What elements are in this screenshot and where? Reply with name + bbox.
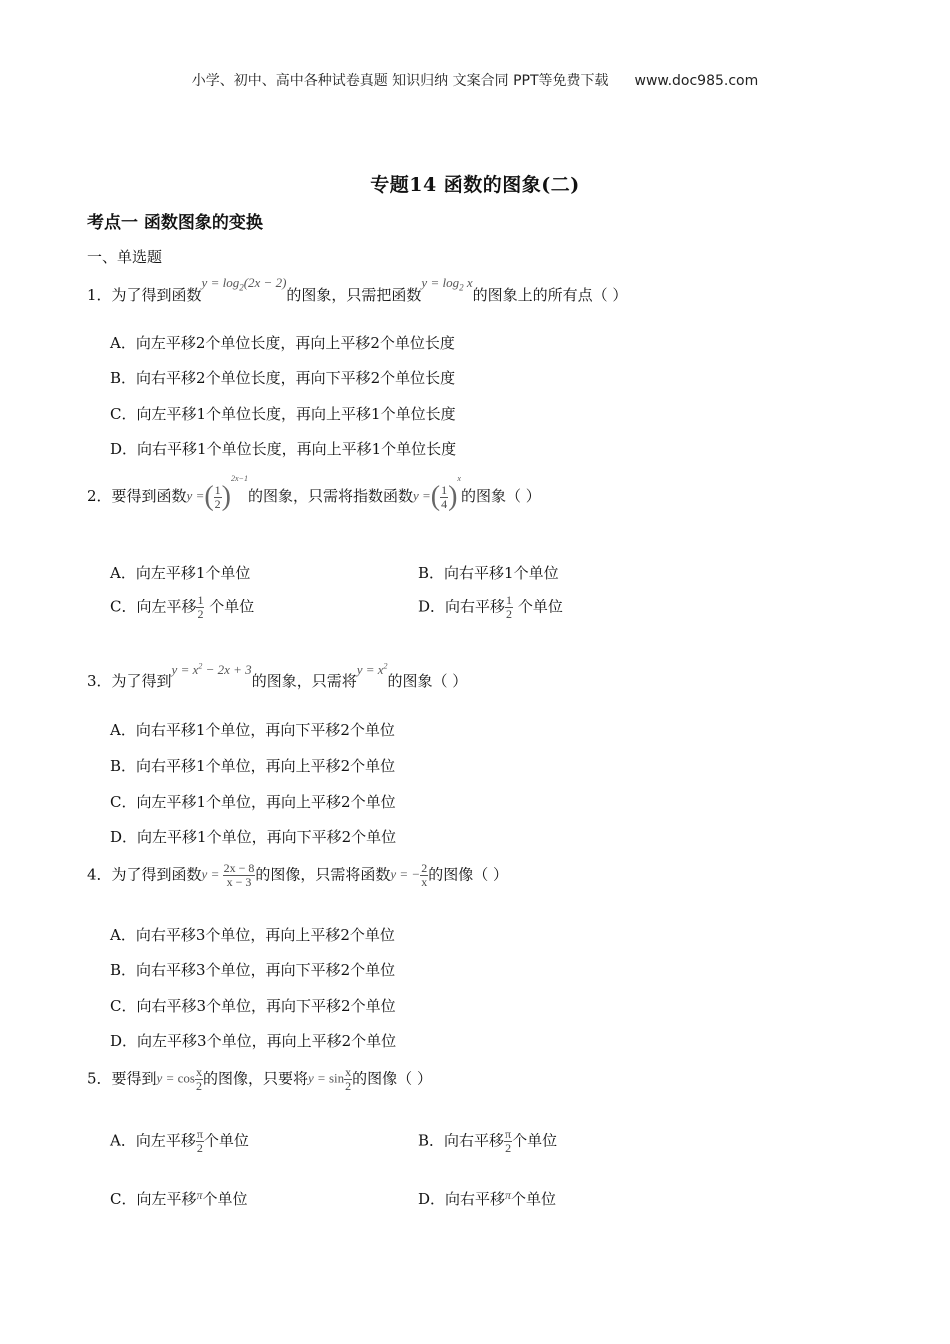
q5-option-a[interactable]: A．向左平移 $\frac{\pi}{2}$ 个单位 [110,1127,249,1155]
q2-option-d[interactable]: D．向右平移 $\frac{1}{2}$ 个单位 [418,593,563,621]
question-3: 3．为了得到$y = x^2 - 2x + 3$的图象，只需将$y = x^2$的图象（ ） [87,661,468,690]
fraction-one-half: $\frac{1}{2}$ [506,593,513,621]
q5-option-b[interactable]: B．向右平移 $\frac{\pi}{2}$ 个单位 [418,1127,558,1155]
formula-rational: y = $\frac{2x - 8}{x - 3}$ [201,861,255,889]
formula-quarter-pow: y =( $\frac{1}{4}$ )$^x$ [412,473,461,512]
question-1: 1．为了得到函数$y = \log_2(2x - 2)$的图象，只需把函数$y = \log_2 x$的图象上的所有点（ ） [87,275,628,304]
symbol-pi: π [505,1187,512,1202]
formula-x-squared: $y = x^2$ [356,661,388,678]
q5-option-c[interactable]: C．向左平移π个单位 [110,1187,248,1208]
formula-quadratic: $y = x^2 - 2x + 3$ [171,661,252,678]
page-title: 专题14 函数的图象(二) [370,174,580,196]
q1-option-b[interactable]: B．向右平移2个单位长度，再向下平移2个单位长度 [110,369,456,387]
q3-option-c[interactable]: C．向左平移1个单位，再向上平移2个单位 [110,793,396,811]
question-2: 2．要得到函数y =( $\frac{1}{2}$ )$^{2x-1}$的图象，只需将指数函数y =( $\frac{1}{4}$ )$^x$的图象（ ） [87,473,541,512]
formula-sin-half-x: y = sin $\frac{x}{2}$ [307,1065,352,1093]
symbol-pi: π [196,1187,203,1202]
q1-option-a[interactable]: A．向左平移2个单位长度，再向上平移2个单位长度 [110,334,455,352]
formula-cos-half-x: y = cos $\frac{x}{2}$ [156,1065,202,1093]
q4-option-c[interactable]: C．向右平移3个单位，再向下平移2个单位 [110,997,396,1015]
q3-option-b[interactable]: B．向右平移1个单位，再向上平移2个单位 [110,757,396,775]
q1-option-d[interactable]: D．向右平移1个单位长度，再向上平移1个单位长度 [110,440,457,458]
question-4: 4．为了得到函数y = $\frac{2x - 8}{x - 3}$ 的图像，只需将函数y = − $\frac{2}{x}$ 的图像（ ） [87,861,508,889]
fraction-one-half: $\frac{1}{2}$ [197,593,204,621]
formula-log2-x: $y = \log_2 x$ [421,275,473,293]
formula-neg-two-over-x: y = − $\frac{2}{x}$ [390,861,428,889]
header-text: 小学、初中、高中各种试卷真题 知识归纳 文案合同 PPT等免费下载 [191,73,609,89]
formula-log2-2x-minus-2: $y = \log_2(2x - 2)$ [201,275,287,293]
q4-option-d[interactable]: D．向左平移3个单位，再向上平移2个单位 [110,1032,397,1050]
formula-half-pow: y =( $\frac{1}{2}$ )$^{2x-1}$ [186,473,248,512]
fraction-pi-over-2: $\frac{\pi}{2}$ [505,1127,512,1155]
q3-option-a[interactable]: A．向右平移1个单位，再向下平移2个单位 [110,721,395,739]
q5-option-d[interactable]: D．向右平移π个单位 [418,1187,557,1208]
page-header [0,70,950,90]
fraction-pi-over-2: $\frac{\pi}{2}$ [196,1127,203,1155]
q4-option-a[interactable]: A．向右平移3个单位，再向上平移2个单位 [110,926,395,944]
q2-option-a[interactable]: A．向左平移1个单位 [110,564,251,582]
subsection-heading: 一、单选题 [87,248,163,266]
section-heading: 考点一 函数图象的变换 [87,213,263,233]
header-site: www.doc985.com [634,73,759,89]
q2-option-b[interactable]: B．向右平移1个单位 [418,564,559,582]
q3-option-d[interactable]: D．向左平移1个单位，再向下平移2个单位 [110,828,397,846]
q1-option-c[interactable]: C．向左平移1个单位长度，再向上平移1个单位长度 [110,405,456,423]
question-5: 5．要得到y = cos $\frac{x}{2}$ 的图像，只要将y = sin $\frac{x}{2}$ 的图像（ ） [87,1065,432,1093]
q4-option-b[interactable]: B．向右平移3个单位，再向下平移2个单位 [110,961,396,979]
q2-option-c[interactable]: C．向左平移 $\frac{1}{2}$ 个单位 [110,593,255,621]
